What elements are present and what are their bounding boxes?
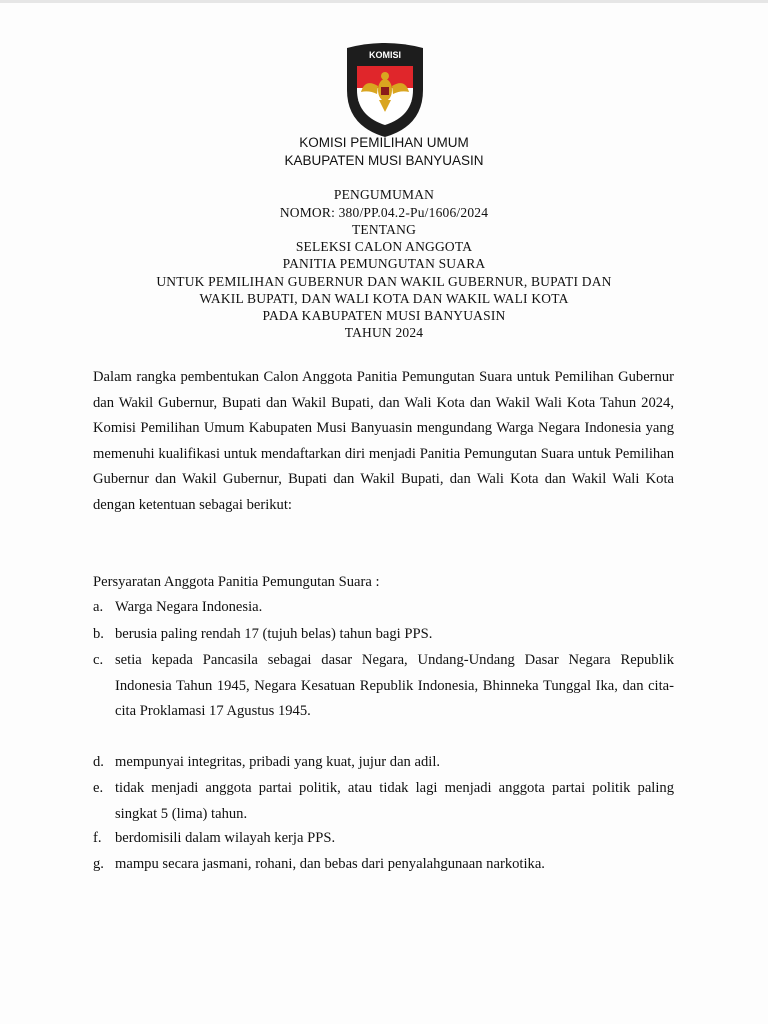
requirement-text: berusia paling rendah 17 (tujuh belas) tahun bagi PPS.: [115, 626, 433, 642]
requirement-item: [93, 776, 674, 827]
title-line-7: WAKIL BUPATI, DAN WALI KOTA DAN WAKIL WALI KOTA: [199, 291, 569, 306]
title-line-8: PADA KABUPATEN MUSI BANYUASIN: [262, 308, 506, 323]
requirement-letter: a.: [93, 599, 104, 615]
requirement-text: berdomisili dalam wilayah kerja PPS.: [115, 830, 336, 846]
requirement-letter: g.: [93, 856, 104, 872]
requirement-letter: b.: [93, 626, 104, 642]
requirement-item: [93, 750, 674, 776]
title-line-2: NOMOR: 380/PP.04.2-Pu/1606/2024: [279, 205, 489, 220]
requirement-text: setia kepada Pancasila sebagai dasar Negara, Undang-Undang Dasar Negara Republik Indonesia Tahun 1945, Negara Kesatuan Republik Indonesia, Bhinneka Tunggal Ika, dan cita-cita Proklamasi 17 Agustus 1945.: [115, 652, 674, 720]
requirement-letter: e.: [93, 780, 104, 796]
logo-ring-text: PEMILIHAN UMUM: [356, 97, 414, 119]
title-line-5: PANITIA PEMUNGUTAN SUARA: [282, 256, 486, 271]
org-name-line-2: KABUPATEN MUSI BANYUASIN: [284, 153, 484, 168]
requirement-text: mempunyai integritas, pribadi yang kuat, jujur dan adil.: [115, 754, 441, 770]
logo-top-text: KOMISI: [368, 50, 402, 60]
requirement-letter: d.: [93, 754, 104, 770]
requirement-item: [93, 622, 674, 648]
title-line-3: TENTANG: [351, 222, 417, 237]
title-line-6: UNTUK PEMILIHAN GUBERNUR DAN WAKIL GUBERNUR, BUPATI DAN: [156, 274, 612, 289]
requirement-item: [93, 826, 674, 852]
page-top-edge: [0, 0, 768, 3]
title-line-4: SELEKSI CALON ANGGOTA: [295, 239, 473, 254]
requirements-lead: Persyaratan Anggota Panitia Pemungutan Suara :: [93, 574, 380, 590]
requirement-item: [93, 595, 674, 621]
requirement-letter: c.: [93, 652, 104, 668]
requirement-item: [93, 852, 674, 878]
title-line-1: PENGUMUMAN: [333, 187, 435, 202]
kpu-logo: [339, 42, 431, 138]
intro-paragraph: Dalam rangka pembentukan Calon Anggota Panitia Pemungutan Suara untuk Pemilihan Gubernur dan Wakil Gubernur, Bupati dan Wakil Bupati, dan Wali Kota dan Wakil Wali Kota Tahun 2024, Komisi Pemilihan Umum Kabupaten Musi Banyuasin mengundang Warga Negara Indonesia yang memenuhi kualifikasi untuk mendaftarkan diri menjadi Panitia Pemungutan Suara untuk Pemilihan Gubernur dan Wakil Gubernur, Bupati dan Wakil Bupati, dan Wali Kota dan Wakil Wali Kota dengan ketentuan sebagai berikut:: [93, 369, 674, 513]
requirement-text: mampu secara jasmani, rohani, dan bebas dari penyalahgunaan narkotika.: [115, 856, 545, 872]
requirement-letter: f.: [93, 830, 102, 846]
org-name-line-1: KOMISI PEMILIHAN UMUM: [299, 135, 469, 150]
requirement-item: [93, 648, 674, 725]
title-line-9: TAHUN 2024: [344, 325, 424, 340]
requirement-text: tidak menjadi anggota partai politik, atau tidak lagi menjadi anggota partai politik paling singkat 5 (lima) tahun.: [115, 780, 674, 822]
requirement-text: Warga Negara Indonesia.: [115, 599, 263, 615]
